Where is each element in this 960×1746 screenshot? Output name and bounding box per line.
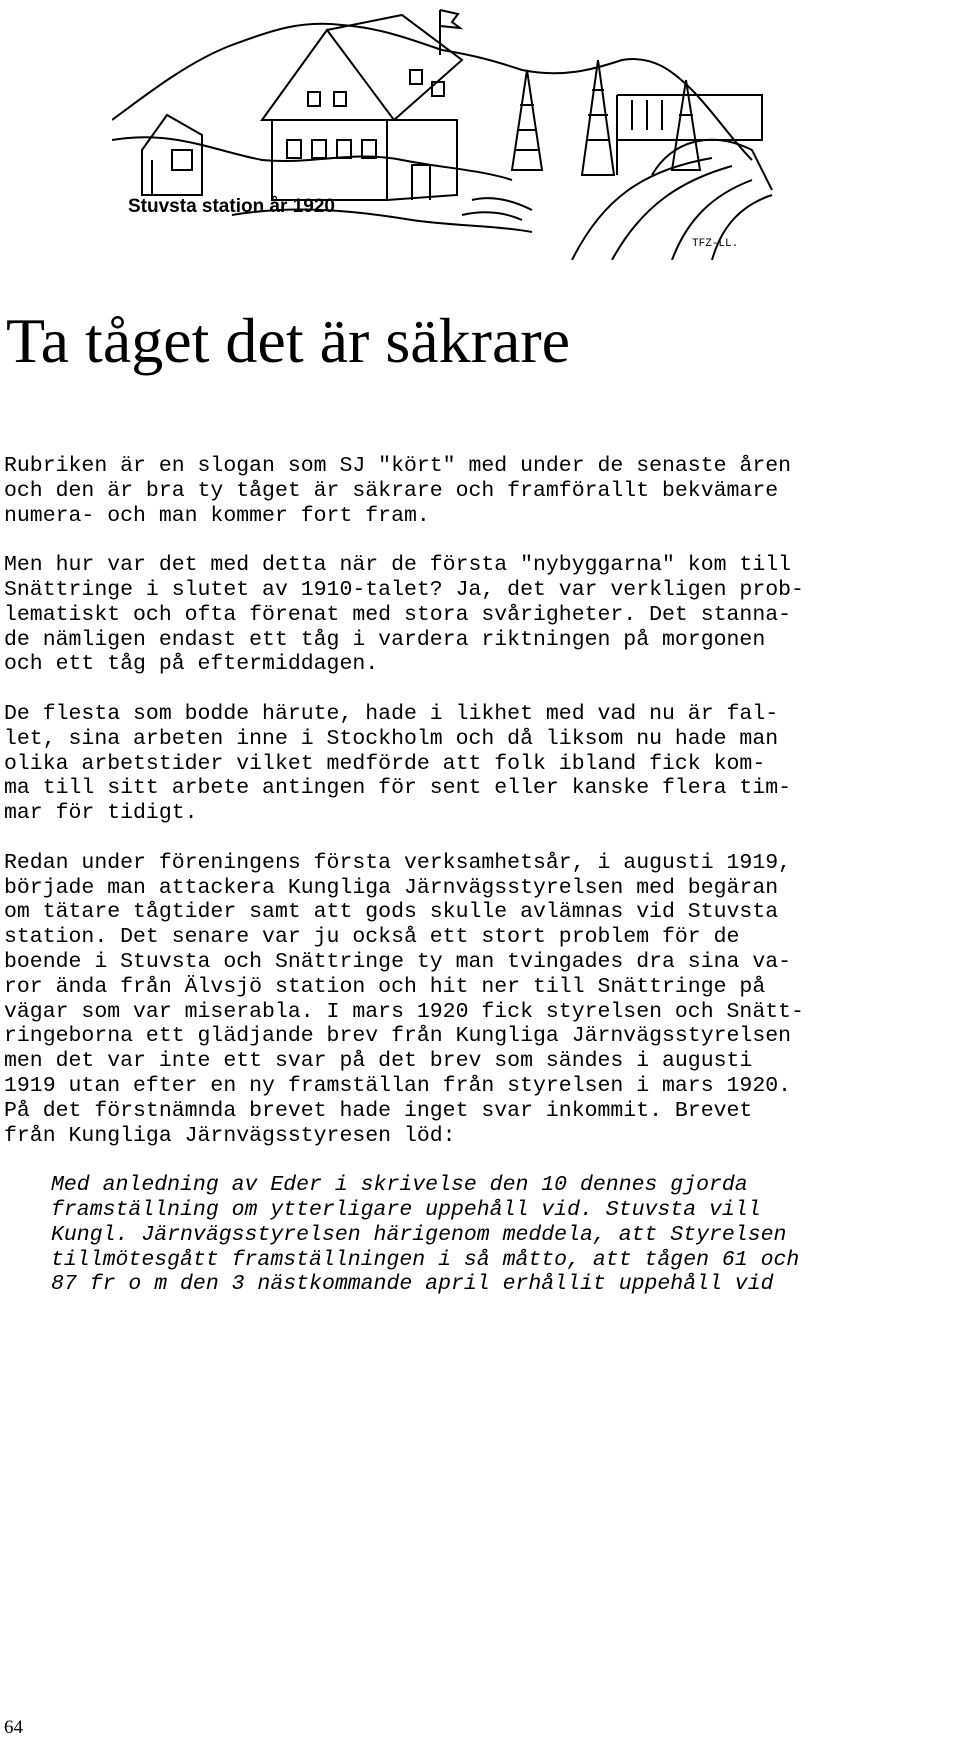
illustration-caption: Stuvsta station år 1920 <box>128 196 335 217</box>
paragraph-3 <box>4 702 954 826</box>
text-line: började man attackera Kungliga Järnvägsstyrelsen med begäran <box>4 875 779 900</box>
text-line: ror ända från Älvsjö station och hit ner till Snättringe på <box>4 974 766 999</box>
quote-line: framställning om ytterligare uppehåll vid. Stuvsta vill <box>51 1197 761 1222</box>
text-line: let, sina arbeten inne i Stockholm och då liksom nu hade man <box>4 726 779 751</box>
text-line: På det förstnämnda brevet hade inget svar inkommit. Brevet <box>4 1098 753 1123</box>
text-line: från Kungliga Järnvägsstyresen löd: <box>4 1123 456 1148</box>
text-line: De flesta som bodde härute, hade i likhet med vad nu är fal- <box>4 701 779 726</box>
text-line: 1919 utan efter en ny framställan från styrelsen i mars 1920. <box>4 1073 792 1098</box>
text-line: och ett tåg på eftermiddagen. <box>4 652 379 677</box>
text-line: Snättringe i slutet av 1910-talet? Ja, det var verkligen prob- <box>4 577 804 602</box>
text-line: och den är bra ty tåget är säkrare och framförallt bekvämare <box>4 478 779 503</box>
text-line: Men hur var det med detta när de första "nybyggarna" kom till <box>4 553 792 578</box>
text-line: station. Det senare var ju också ett stort problem för de <box>4 925 740 950</box>
text-line: lematiskt och ofta förenat med stora svårigheter. Det stanna- <box>4 602 792 627</box>
text-line: men det var inte ett svar på det brev som sändes i augusti <box>4 1049 753 1074</box>
paragraph-1 <box>4 454 954 528</box>
article-body <box>4 454 954 1297</box>
paragraph-2 <box>4 553 954 677</box>
text-line: olika arbetstider vilket medförde att folk ibland fick kom- <box>4 751 766 776</box>
text-line: om tätare tågtider samt att gods skulle avlämnas vid Stuvsta <box>4 900 779 925</box>
letter-quote <box>4 1173 954 1297</box>
page-number: 64 <box>4 1717 23 1738</box>
text-line: numera- och man kommer fort fram. <box>4 503 430 528</box>
text-line: de nämligen endast ett tåg i vardera riktningen på morgonen <box>4 627 766 652</box>
text-line: boende i Stuvsta och Snättringe ty man tvingades dra sina va- <box>4 949 792 974</box>
page-title: Ta tåget det är säkrare <box>6 305 571 376</box>
paragraph-4 <box>4 851 954 1149</box>
quote-line: 87 fr o m den 3 nästkommande april erhållit uppehåll vid <box>51 1272 774 1297</box>
text-line: Redan under föreningens första verksamhetsår, i augusti 1919, <box>4 850 792 875</box>
station-illustration <box>112 0 792 260</box>
text-line: mar för tidigt. <box>4 801 198 826</box>
text-line: ringeborna ett glädjande brev från Kungliga Järnvägsstyrelsen <box>4 1024 792 1049</box>
text-line: vägar som var miserabla. I mars 1920 fick styrelsen och Snätt- <box>4 999 804 1024</box>
text-line: ma till sitt arbete antingen för sent eller kanske flera tim- <box>4 776 792 801</box>
quote-line: Kungl. Järnvägsstyrelsen härigenom meddela, att Styrelsen <box>51 1222 787 1247</box>
illustration-signature: TFZ-LL. <box>692 238 739 250</box>
quote-line: Med anledning av Eder i skrivelse den 10 dennes gjorda <box>51 1173 748 1198</box>
quote-line: tillmötesgått framställningen i så måtto, att tågen 61 och <box>51 1247 800 1272</box>
text-line: Rubriken är en slogan som SJ "kört" med under de senaste åren <box>4 454 792 478</box>
